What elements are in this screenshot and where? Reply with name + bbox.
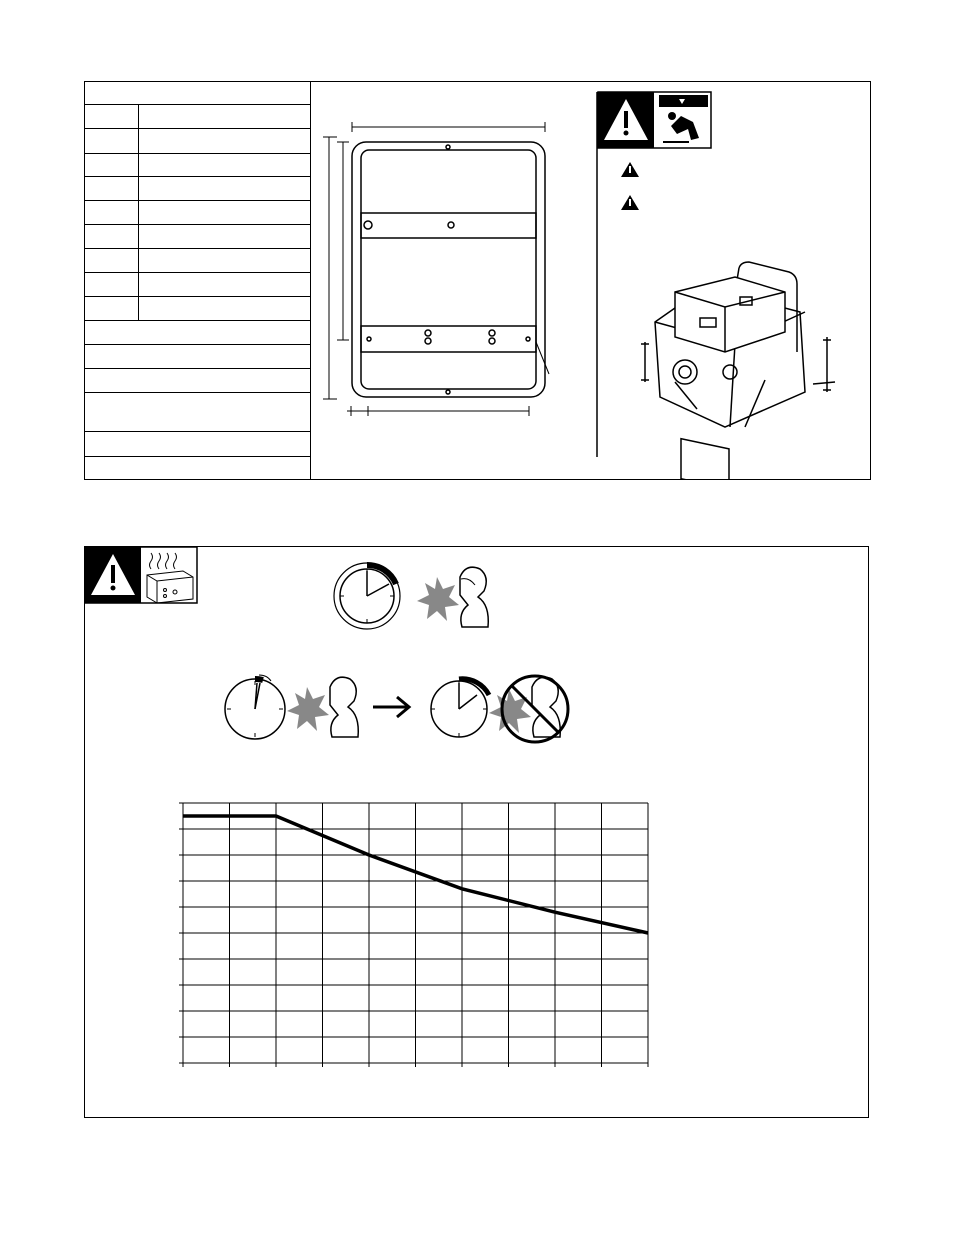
panel1-drawings — [85, 82, 870, 479]
overheating-equipment-icon — [147, 553, 193, 603]
small-warning-icons — [621, 162, 639, 210]
duty-cycle-timer-icon — [334, 563, 400, 629]
duty-cycle-panel — [84, 546, 869, 1118]
dimension-lines — [323, 122, 549, 416]
panel2-drawings — [85, 547, 868, 1117]
duty-cycle-chart — [179, 803, 648, 1067]
panel1-warning-header — [598, 92, 711, 148]
generator-illustration — [641, 262, 835, 479]
duty-cycle-timer-icon — [225, 675, 285, 739]
welder-icon — [417, 567, 488, 627]
frame-top-view — [352, 142, 545, 397]
panel2-warning-header — [85, 547, 197, 603]
falling-equipment-icon — [659, 95, 708, 142]
arrow-right-icon — [373, 697, 409, 717]
specifications-panel — [84, 81, 871, 480]
welder-icon — [287, 677, 358, 737]
no-welding-icon — [489, 676, 568, 742]
duty-cycle-timer-icon — [431, 679, 489, 737]
